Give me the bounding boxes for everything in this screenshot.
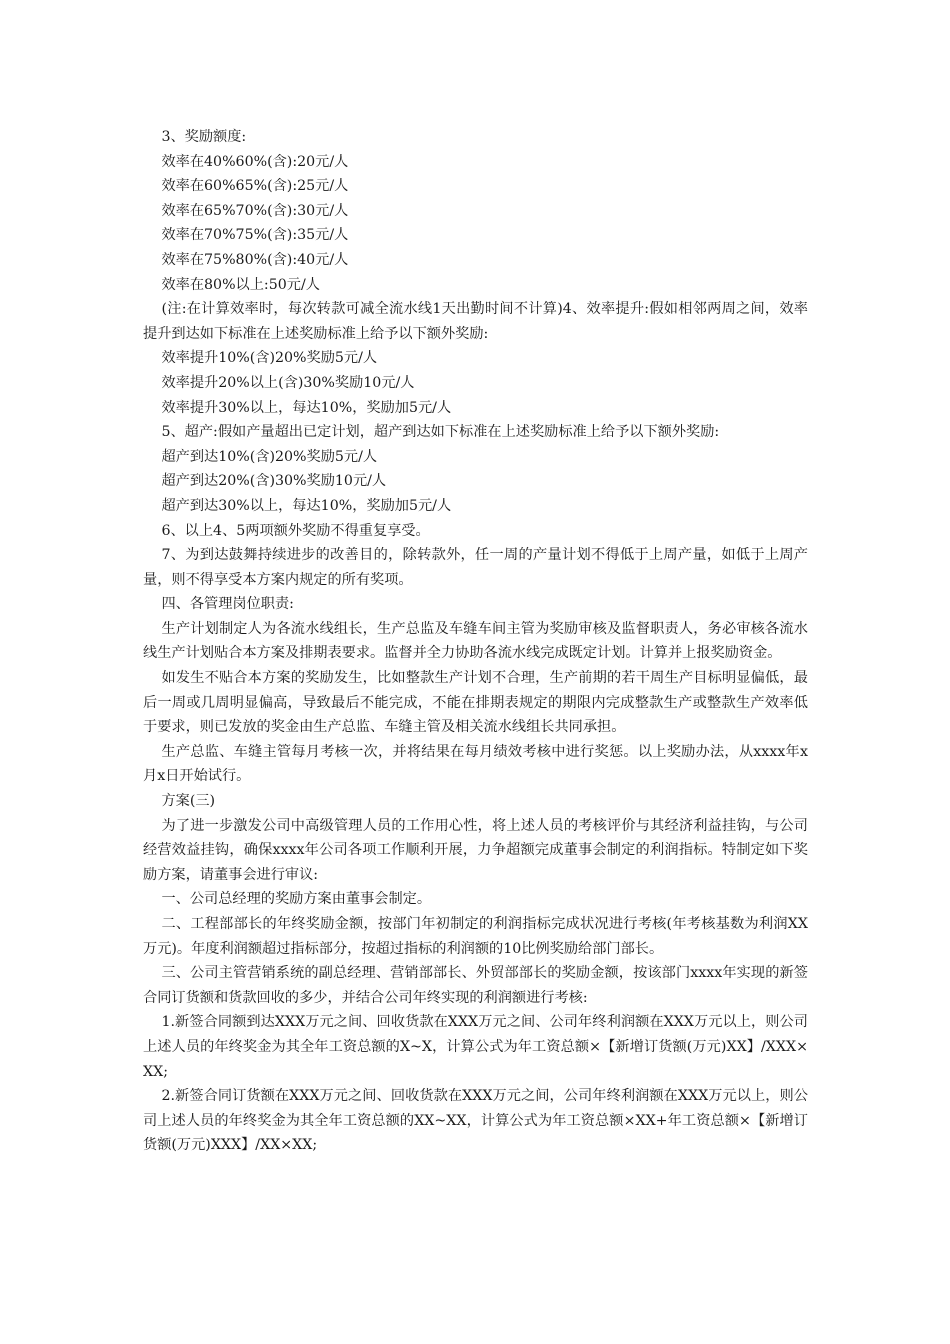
paragraph: 1.新签合同额到达XXX万元之间、回收货款在XXX万元之间、公司年终利润额在XXX万元以上，则公司上述人员的年终奖金为其全年工资总额的X~X，计算公式为年工资总额×【新增订货额(万元)XX】/XXX×XX;: [143, 1014, 808, 1080]
paragraph: 为了进一步激发公司中高级管理人员的工作用心性，将上述人员的考核评价与其经济利益挂钩，与公司经营效益挂钩，确保xxxx年公司各项工作顺利开展，力争超额完成董事会制定的利润指标。特制定如下奖励方案，请董事会进行审议:: [143, 817, 808, 883]
paragraph: 效率在60%65%(含):25元/人: [161, 178, 349, 195]
document-body: [143, 125, 808, 1158]
paragraph: 超产到达30%以上，每达10%，奖励加5元/人: [161, 497, 452, 514]
paragraph: 三、公司主管营销系统的副总经理、营销部部长、外贸部部长的奖励金额，按该部门xxxx年实现的新签合同订货额和货款回收的多少，并结合公司年终实现的利润额进行考核:: [143, 965, 808, 1006]
paragraph: 二、工程部部长的年终奖励金额，按部门年初制定的利润指标完成状况进行考核(年考核基数为利润XX万元)。年度利润额超过指标部分，按超过指标的利润额的10比例奖励给部门部长。: [143, 916, 808, 957]
paragraph: (注:在计算效率时，每次转款可减全流水线1天出勤时间不计算)4、效率提升:假如相邻两周之间，效率提升到达如下标准在上述奖励标准上给予以下额外奖励:: [143, 301, 808, 342]
section-heading: 四、各管理岗位职责:: [161, 596, 294, 613]
paragraph: 7、为到达鼓舞持续进步的改善目的，除转款外，任一周的产量计划不得低于上周产量，如低于上周产量，则不得享受本方案内规定的所有奖项。: [143, 547, 808, 588]
paragraph: 一、公司总经理的奖励方案由董事会制定。: [161, 891, 432, 908]
paragraph: 2.新签合同订货额在XXX万元之间、回收货款在XXX万元之间，公司年终利润额在XXX万元以上，则公司上述人员的年终奖金为其全年工资总额的XX~XX，计算公式为年工资总额×XX+年工资总额×【新增订货额(万元)XXX】/XX×XX;: [143, 1088, 808, 1154]
paragraph: 效率在70%75%(含):35元/人: [161, 227, 349, 244]
paragraph: 3、奖励额度:: [161, 129, 247, 145]
paragraph: 超产到达20%(含)30%奖励10元/人: [161, 473, 387, 490]
paragraph: 效率提升20%以上(含)30%奖励10元/人: [161, 374, 415, 391]
paragraph: 超产到达10%(含)20%奖励5元/人: [161, 448, 378, 465]
paragraph: 效率提升30%以上，每达10%，奖励加5元/人: [161, 399, 452, 416]
paragraph: 效率在40%60%(含):20元/人: [161, 153, 349, 170]
paragraph: 6、以上4、5两项额外奖励不得重复享受。: [161, 522, 430, 539]
paragraph: 效率在80%以上:50元/人: [161, 276, 320, 293]
paragraph: 生产计划制定人为各流水线组长，生产总监及车缝车间主管为奖励审核及监督职责人，务必审核各流水线生产计划贴合本方案及排期表要求。监督并全力协助各流水线完成既定计划。计算并上报奖励资金。: [143, 620, 808, 662]
paragraph: 如发生不贴合本方案的奖励发生，比如整款生产计划不合理，生产前期的若干周生产目标明显偏低，最后一周或几周明显偏高，导致最后不能完成，不能在排期表规定的期限内完成整款生产或整款生产效率低于要求，则已发放的奖金由生产总监、车缝主管及相关流水线组长共同承担。: [143, 670, 808, 736]
section-heading: 方案(三): [161, 793, 216, 810]
paragraph: 效率在75%80%(含):40元/人: [161, 251, 349, 268]
paragraph: 5、超产:假如产量超出已定计划，超产到达如下标准在上述奖励标准上给予以下额外奖励:: [161, 424, 720, 441]
paragraph: 生产总监、车缝主管每月考核一次，并将结果在每月绩效考核中进行奖惩。以上奖励办法，从xxxx年x月x日开始试行。: [143, 743, 808, 785]
paragraph: 效率在65%70%(含):30元/人: [161, 202, 349, 219]
paragraph: 效率提升10%(含)20%奖励5元/人: [161, 350, 378, 367]
